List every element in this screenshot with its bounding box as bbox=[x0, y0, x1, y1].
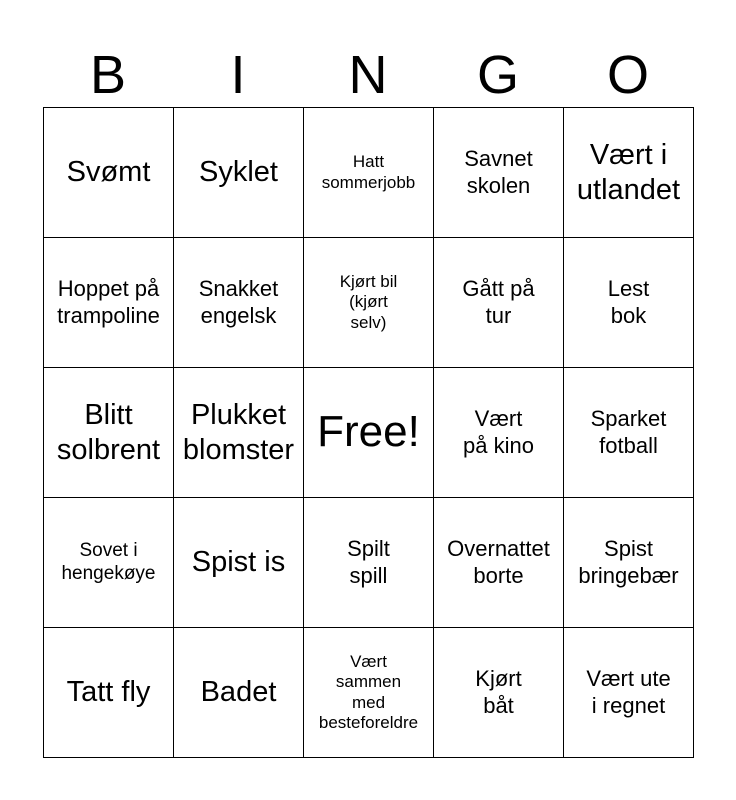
bingo-cell: Vært ute i regnet bbox=[564, 628, 694, 758]
bingo-cell: Blitt solbrent bbox=[44, 368, 174, 498]
bingo-cell: Hoppet på trampoline bbox=[44, 238, 174, 368]
bingo-cell: Snakket engelsk bbox=[174, 238, 304, 368]
bingo-cell: Hatt sommerjobb bbox=[304, 108, 434, 238]
board-row bbox=[44, 368, 694, 498]
header-letter-b: B bbox=[89, 45, 127, 105]
bingo-cell: Spilt spill bbox=[304, 498, 434, 628]
bingo-cell: Vært sammen med besteforeldre bbox=[304, 628, 434, 758]
bingo-cell: Kjørt båt bbox=[434, 628, 564, 758]
bingo-cell: Lest bok bbox=[564, 238, 694, 368]
bingo-header bbox=[43, 42, 693, 108]
board-row bbox=[44, 238, 694, 368]
bingo-cell: Badet bbox=[174, 628, 304, 758]
bingo-cell: Svømt bbox=[44, 108, 174, 238]
board-row bbox=[44, 498, 694, 628]
bingo-cell: Spist bringebær bbox=[564, 498, 694, 628]
bingo-cell: Savnet skolen bbox=[434, 108, 564, 238]
board-row bbox=[44, 628, 694, 758]
bingo-cell: Gått på tur bbox=[434, 238, 564, 368]
free-cell: Free! bbox=[304, 368, 434, 498]
header-letter-i: I bbox=[230, 45, 246, 105]
bingo-cell: Vært i utlandet bbox=[564, 108, 694, 238]
bingo-cell: Kjørt bil (kjørt selv) bbox=[304, 238, 434, 368]
bingo-cell: Sovet i hengekøye bbox=[44, 498, 174, 628]
header-letter-n: N bbox=[348, 45, 388, 105]
header-letter-g: G bbox=[476, 45, 519, 105]
bingo-cell: Spist is bbox=[174, 498, 304, 628]
header-letter-o: O bbox=[606, 45, 649, 105]
bingo-board bbox=[43, 107, 694, 758]
bingo-cell: Sparket fotball bbox=[564, 368, 694, 498]
bingo-cell: Plukket blomster bbox=[174, 368, 304, 498]
bingo-cell: Vært på kino bbox=[434, 368, 564, 498]
board-row bbox=[44, 108, 694, 238]
bingo-cell: Tatt fly bbox=[44, 628, 174, 758]
bingo-cell: Overnattet borte bbox=[434, 498, 564, 628]
bingo-cell: Syklet bbox=[174, 108, 304, 238]
